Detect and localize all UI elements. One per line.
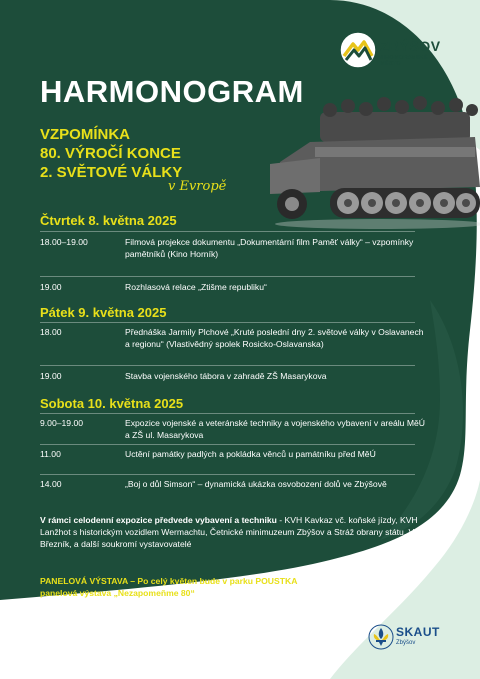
schedule-time: 11.00 [40, 449, 61, 459]
schedule-desc: Expozice vojenské a veteránské techniky a vojenského vybavení v areálu MěÚ a ZŠ ul. Masarykova [125, 418, 425, 440]
panel-line: PANELOVÁ VÝSTAVA – Po celý květen bude v parku POUSTKA [40, 576, 298, 586]
schedule-time: 14.00 [40, 479, 62, 489]
logo-name: ZBÝŠOV [380, 38, 441, 54]
post-bellum-logo [40, 611, 110, 635]
schedule-desc: Filmová projekce dokumentu „Dokumentární film Paměť války“ – vzpomínky pamětníků (Kino Horník) [125, 237, 414, 259]
divider [40, 276, 415, 277]
subtitle-script: v Evropě [168, 179, 227, 194]
day-heading: Sobota 10. května 2025 [40, 396, 184, 411]
n80-label [161, 610, 201, 631]
event-subtitle [40, 125, 182, 182]
logo-subtitle: JIHOMORAVSKÉ MĚSTO [380, 55, 428, 67]
divider [40, 474, 415, 475]
schedule-desc: Stavba vojenského tábora v zahradě ZŠ Masarykova [125, 371, 327, 381]
schedule-time: 19.00 [40, 282, 62, 292]
subtitle-line: 2. SVĚTOVÉ VÁLKY [40, 164, 183, 181]
panel-exhibition [40, 575, 440, 599]
divider [40, 231, 415, 232]
skaut-location: Zbýšov [396, 640, 416, 646]
schedule-desc: „Boj o důl Simson“ – dynamická ukázka osvobození dolů ve Zbýšově [125, 479, 387, 489]
divider [40, 365, 415, 366]
page-title: HARMONOGRAM [40, 74, 304, 109]
n80-label-line: me [161, 624, 171, 631]
panel-line: panelová výstava „Nezapomeňme 80“ [40, 588, 195, 598]
exhibition-text [40, 514, 445, 550]
divider [40, 322, 415, 323]
subtitle-line: 80. VÝROČÍ KONCE [40, 145, 181, 162]
dots-icon: ●●● [40, 611, 59, 618]
day-heading: Pátek 9. května 2025 [40, 305, 167, 320]
nezapomenme-logo [114, 608, 204, 638]
schedule-time: 18.00–19.00 [40, 237, 88, 247]
scout-lily-icon [368, 624, 394, 650]
schedule-time: 18.00 [40, 327, 62, 337]
mountain-logo-icon [338, 30, 378, 70]
n80-label-line: pomeň- [161, 617, 185, 624]
schedule-desc: Rozhlasová relace „Ztišme republiku“ [125, 282, 267, 292]
divider [40, 444, 415, 445]
day-heading: Čtvrtek 8. května 2025 [40, 213, 177, 228]
n80-label-line: neza- [161, 610, 178, 617]
exhibition-bold: V rámci celodenní expozice předvede vybavení a techniku [40, 515, 277, 525]
schedule-time: 19.00 [40, 371, 62, 381]
schedule-desc: Přednáška Jarmily Plchové „Kruté poslední dny 2. světové války v Oslavanech a regionu“ (Vlastivědný spolek Rosicko-Oslavanska) [125, 327, 424, 349]
schedule-time: 9.00–19.00 [40, 418, 84, 428]
schedule-desc: Uctění památky padlých a pokládka věnců u památníku před MěÚ [125, 449, 376, 459]
subtitle-line: VZPOMÍNKA [40, 126, 130, 143]
zbysov-logo [338, 30, 448, 70]
skaut-name: SKAUT [396, 625, 440, 639]
arrow-right-icon [114, 614, 136, 630]
divider [40, 413, 415, 414]
halftrack-photo [260, 92, 480, 232]
exhibition-rest: - KVH Kavkaz vč. koňské jízdy, KVH Lanžhot s historickým vozidlem Wermachtu, Četnické minimuzeum Zbýšov a Stráž obrany státu, VCC Březník, a další soukromí vystavovatelé [40, 515, 427, 549]
n80-number: 80 [136, 609, 161, 634]
post-bellum-text: Post Bellum [40, 621, 95, 633]
skaut-logo [368, 622, 448, 652]
